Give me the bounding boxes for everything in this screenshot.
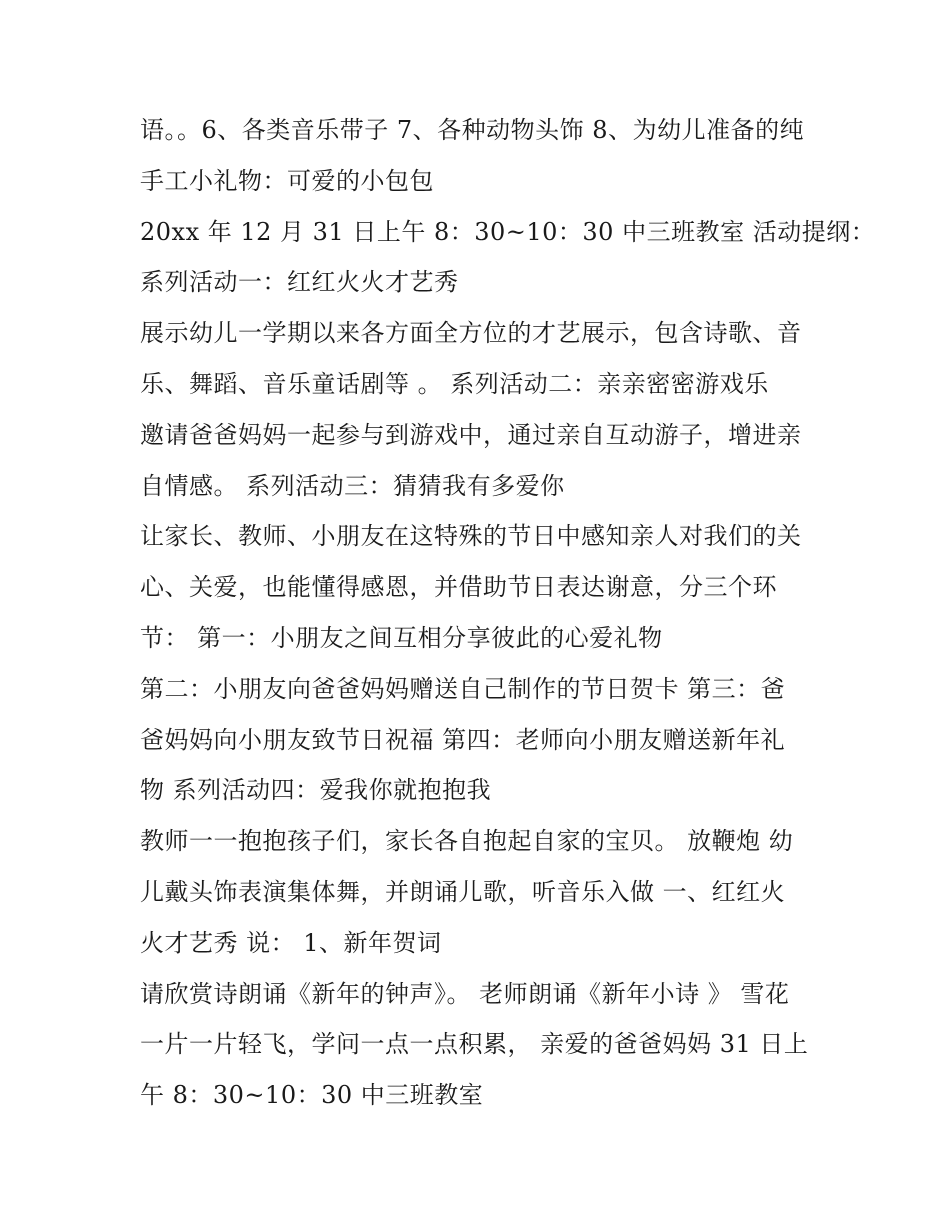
text-line: 火才艺秀 说： 1、新年贺词 (140, 928, 442, 957)
text-line: 展示幼儿一学期以来各方面全方位的才艺展示，包含诗歌、音 (140, 319, 802, 348)
text-line: 20xx 年 12 月 31 日上午 8：30~10：30 中三班教室 活动提纲： (140, 217, 876, 246)
text-line: 一片一片轻飞，学问一点一点积累， 亲爱的爸爸妈妈 31 日上 (140, 1030, 809, 1059)
text-line: 节： 第一：小朋友之间互相分享彼此的心爱礼物 (140, 623, 663, 652)
text-line: 教师一一抱抱孩子们，家长各自抱起自家的宝贝。 放鞭炮 幼 (140, 827, 794, 856)
text-line: 乐、舞蹈、音乐童话剧等 。 系列活动二：亲亲密密游戏乐 (140, 369, 769, 398)
text-line: 让家长、教师、小朋友在这特殊的节日中感知亲人对我们的关 (140, 522, 802, 551)
text-line: 物 系列活动四：爱我你就抱抱我 (140, 776, 492, 805)
text-line: 第二：小朋友向爸爸妈妈赠送自己制作的节日贺卡 第三：爸 (140, 674, 786, 703)
text-line: 儿戴头饰表演集体舞，并朗诵儿歌，听音乐入做 一、红红火 (140, 877, 786, 906)
text-line: 系列活动一：红红火火才艺秀 (140, 268, 459, 297)
text-line: 午 8：30~10：30 中三班教室 (140, 1081, 484, 1110)
text-line: 邀请爸爸妈妈一起参与到游戏中，通过亲自互动游子，增进亲 (140, 420, 802, 449)
text-line: 手工小礼物：可爱的小包包 (140, 166, 434, 195)
text-line: 心、关爱，也能懂得感恩，并借助节日表达谢意，分三个环 (140, 573, 777, 602)
document-body (140, 105, 876, 1121)
text-line: 自情感。 系列活动三：猜猜我有多爱你 (140, 471, 565, 500)
text-line: 语。。6、各类音乐带子 7、各种动物头饰 8、为幼儿准备的纯 (140, 116, 805, 144)
text-line: 爸妈妈向小朋友致节日祝福 第四：老师向小朋友赠送新年礼 (140, 725, 786, 754)
text-line: 请欣赏诗朗诵《新年的钟声》。 老师朗诵《新年小诗 》 雪花 (140, 979, 790, 1008)
